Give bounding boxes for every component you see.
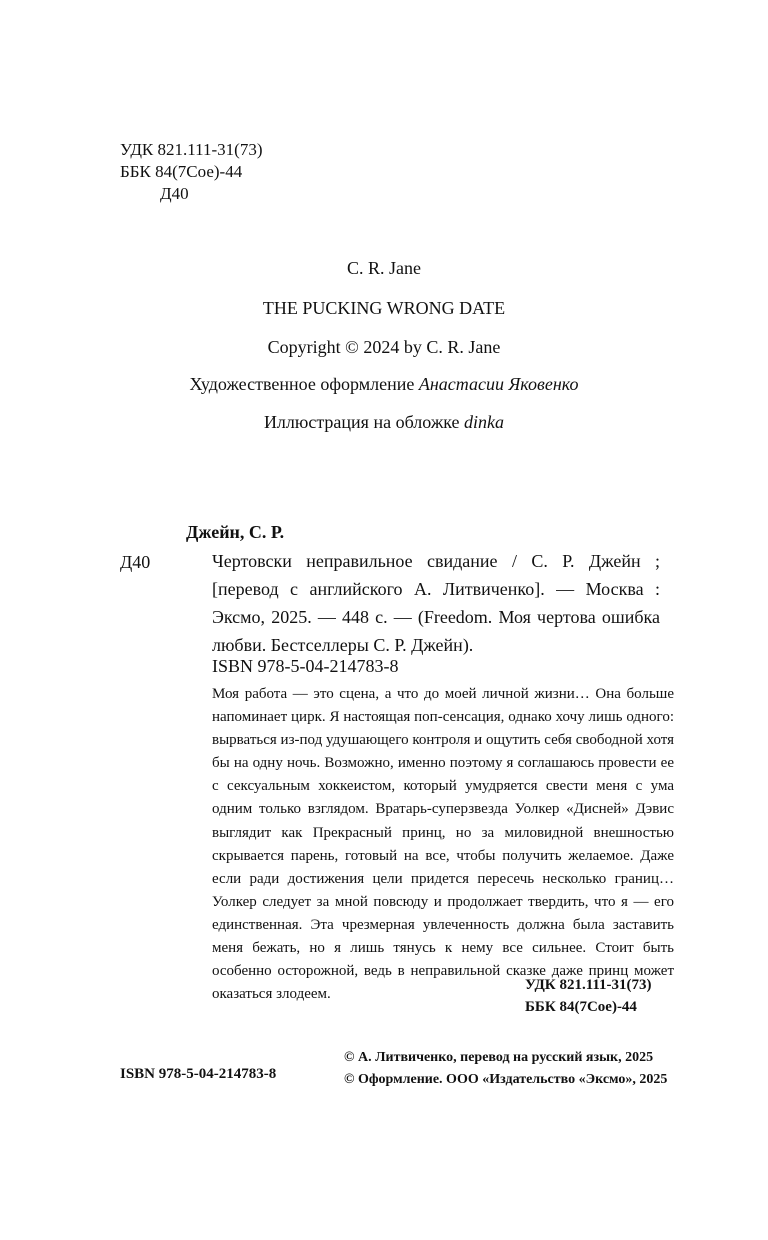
footer-copyrights: [344, 1047, 667, 1091]
illustration-credit: [0, 412, 768, 433]
design-name: Анастасии Яковенко: [418, 374, 579, 394]
record-isbn: ISBN 978-5-04-214783-8: [212, 656, 399, 676]
classification-block: [120, 139, 262, 205]
credit-author: C. R. Jane: [347, 258, 421, 278]
footer-codes: [525, 974, 652, 1018]
copyright-design: © Оформление. ООО «Издательство «Эксмо», 2025: [344, 1072, 668, 1087]
design-credit: [0, 374, 768, 395]
illustration-name: dinka: [464, 412, 505, 432]
copyright-translation: © А. Литвиченко, перевод на русский язык, 2025: [344, 1050, 654, 1065]
original-title: THE PUCKING WRONG DATE: [262, 298, 506, 318]
illustration-label: Иллюстрация на обложке: [263, 412, 460, 432]
author-mark: Д40: [160, 184, 189, 203]
design-label: Художественное оформление: [189, 374, 415, 394]
udk-code: УДК 821.111-31(73): [120, 140, 263, 159]
record-heading: Джейн, С. Р.: [186, 522, 285, 542]
bibliographic-description: Чертовски неправильное свидание / С. Р. Джейн ; [перевод с английского А. Литвиченко]. — Москва : Эксмо, 2025. — 448 с. — (Freedom. Моя чертова ошибка любви. Бестселлеры С. Р. Джейн).: [212, 551, 660, 655]
copyright-line: Copyright © 2024 by C. R. Jane: [267, 337, 501, 357]
record-mark: Д40: [120, 552, 151, 572]
footer-bbk: ББК 84(7Сое)-44: [525, 999, 637, 1015]
footer-isbn: ISBN 978-5-04-214783-8: [120, 1066, 277, 1082]
bbk-code: ББК 84(7Сое)-44: [120, 162, 243, 181]
footer-udk: УДК 821.111-31(73): [525, 977, 652, 993]
annotation-text: Моя работа — это сцена, а что до моей личной жизни… Она больше напоминает цирк. Я настоящая поп-сенсация, однако хочу лишь одного: вырваться из-под удушающего контроля и ощутить себя свободной хотя бы на одну ночь. Возможно, именно поэтому я соглашаюсь провести ее с сексуальным хоккеистом, который умудряется свести меня с ума одним только взглядом. Вратарь-суперзвезда Уолкер «Дисней» Дэвис выглядит как Прекрасный принц, но за миловидной внешностью скрывается парень, готовый на все, чтобы получить желаемое. Даже если ради достижения цели придется пересечь несколько границ… Уолкер следует за мной повсюду и продолжает твердить, что я — его единственная. Эта чрезмерная увлеченность должна была заставить меня бежать, но я лишь тянусь к нему все сильнее. Стоит быть особенно осторожной, ведь в неправильной сказке даже принц может оказаться злодеем.: [212, 686, 674, 1003]
